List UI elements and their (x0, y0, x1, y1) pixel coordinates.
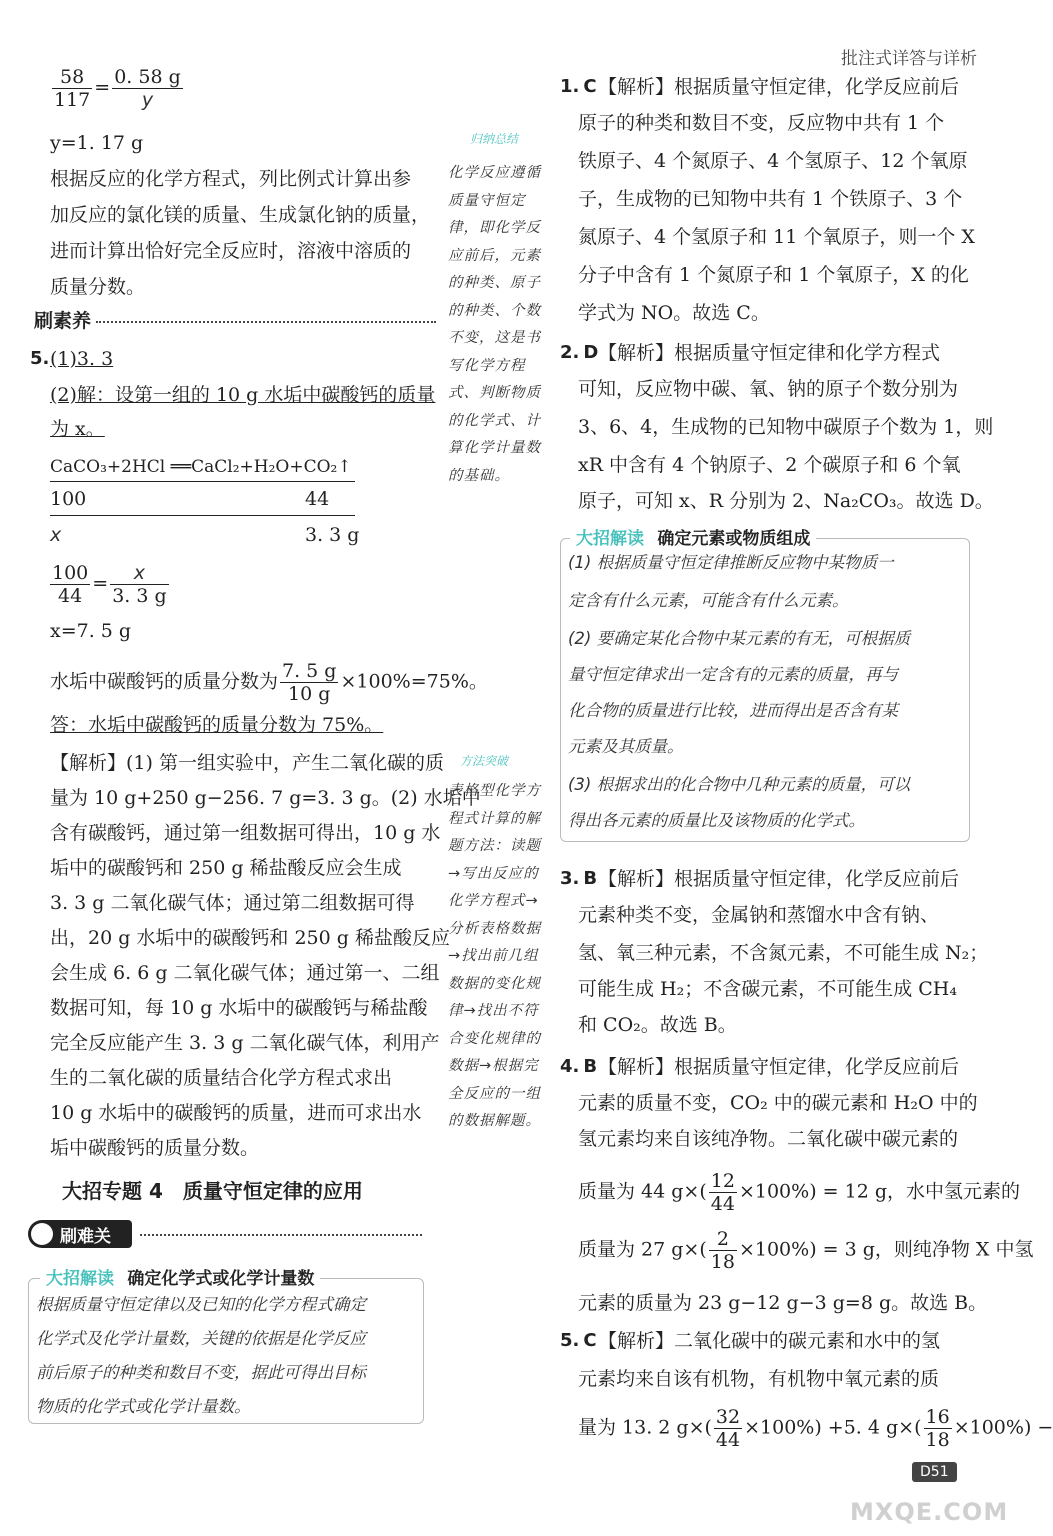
chemical-equation: CaCO₃+2HCl ══CaCl₂+H₂O+CO₂↑ (50, 457, 352, 477)
side-note-1: 化学反应遵循质量守恒定律，即化学反应前后，元素的种类、原子的种类、个数不变，这是书写化学方程式、判断物质的化学式、计算化学计量数的基础。 (448, 165, 541, 484)
page-number: D51 (912, 1462, 957, 1482)
q5-left-number: 5. (30, 348, 50, 369)
tip-box-element-title: 大招解读 确定元素或物质组成 (570, 524, 816, 549)
q5-answer: 答：水垢中碳酸钙的质量分数为 75%。 (50, 714, 384, 736)
mass-fraction: 水垢中碳酸钙的质量分数为 $\frac{7. 5 g}{10 g}$ ×100%=75%。 (50, 660, 488, 705)
tip-box-formula-title: 大招解读 确定化学式或化学计量数 (40, 1264, 320, 1289)
equation-row2-a: x (50, 524, 62, 546)
side-note-1-tag: 归纳总结 (470, 132, 519, 146)
topic-title: 大招专题 4 质量守恒定律的应用 (62, 1179, 363, 1203)
side-note-2: 表格型化学方程式计算的解题方法：读题→写出反应的化学方程式→分析表格数据→找出前几组数据的变化规律→找出不符合变化规律的数据→根据完全反应的一组的数据解题。 (448, 783, 541, 1129)
section-shua-suyang: 刷素养 (34, 310, 92, 332)
q2-number: 2. D (560, 342, 599, 363)
q5-part2b: 为 x。 (50, 418, 105, 440)
shua-nanguan-badge: 刷难关 (28, 1220, 132, 1248)
page-header-title: 批注式详答与详析 (841, 49, 977, 69)
equation-row2-b: 3. 3 g (305, 524, 360, 546)
y-result: y=1. 17 g (50, 132, 144, 154)
side-note-2-tag: 方法突破 (460, 754, 509, 768)
equation-row1-b: 44 (305, 488, 330, 510)
q5-right-number: 5. C (560, 1330, 597, 1351)
watermark-text: MXQE.COM (850, 1498, 1009, 1526)
badge-circle-icon (31, 1223, 53, 1245)
ratio-equation: $\frac{100}{44}$ = $\frac{x}{3. 3 g}$ (52, 562, 167, 607)
q5-part2: (2)解：设第一组的 10 g 水垢中碳酸钙的质量 (50, 384, 436, 406)
q5-part1: (1)3. 3 (50, 348, 114, 370)
q1-number: 1. C (560, 76, 597, 97)
q3-number: 3. B (560, 868, 598, 889)
x-result: x=7. 5 g (50, 620, 132, 642)
proportion-equation: $\frac{58}{117}$ = $\frac{0. 58 g}{y}$ (54, 66, 181, 111)
divider-dots (96, 321, 436, 323)
equation-row1-a: 100 (50, 488, 87, 510)
q4-number: 4. B (560, 1056, 598, 1077)
